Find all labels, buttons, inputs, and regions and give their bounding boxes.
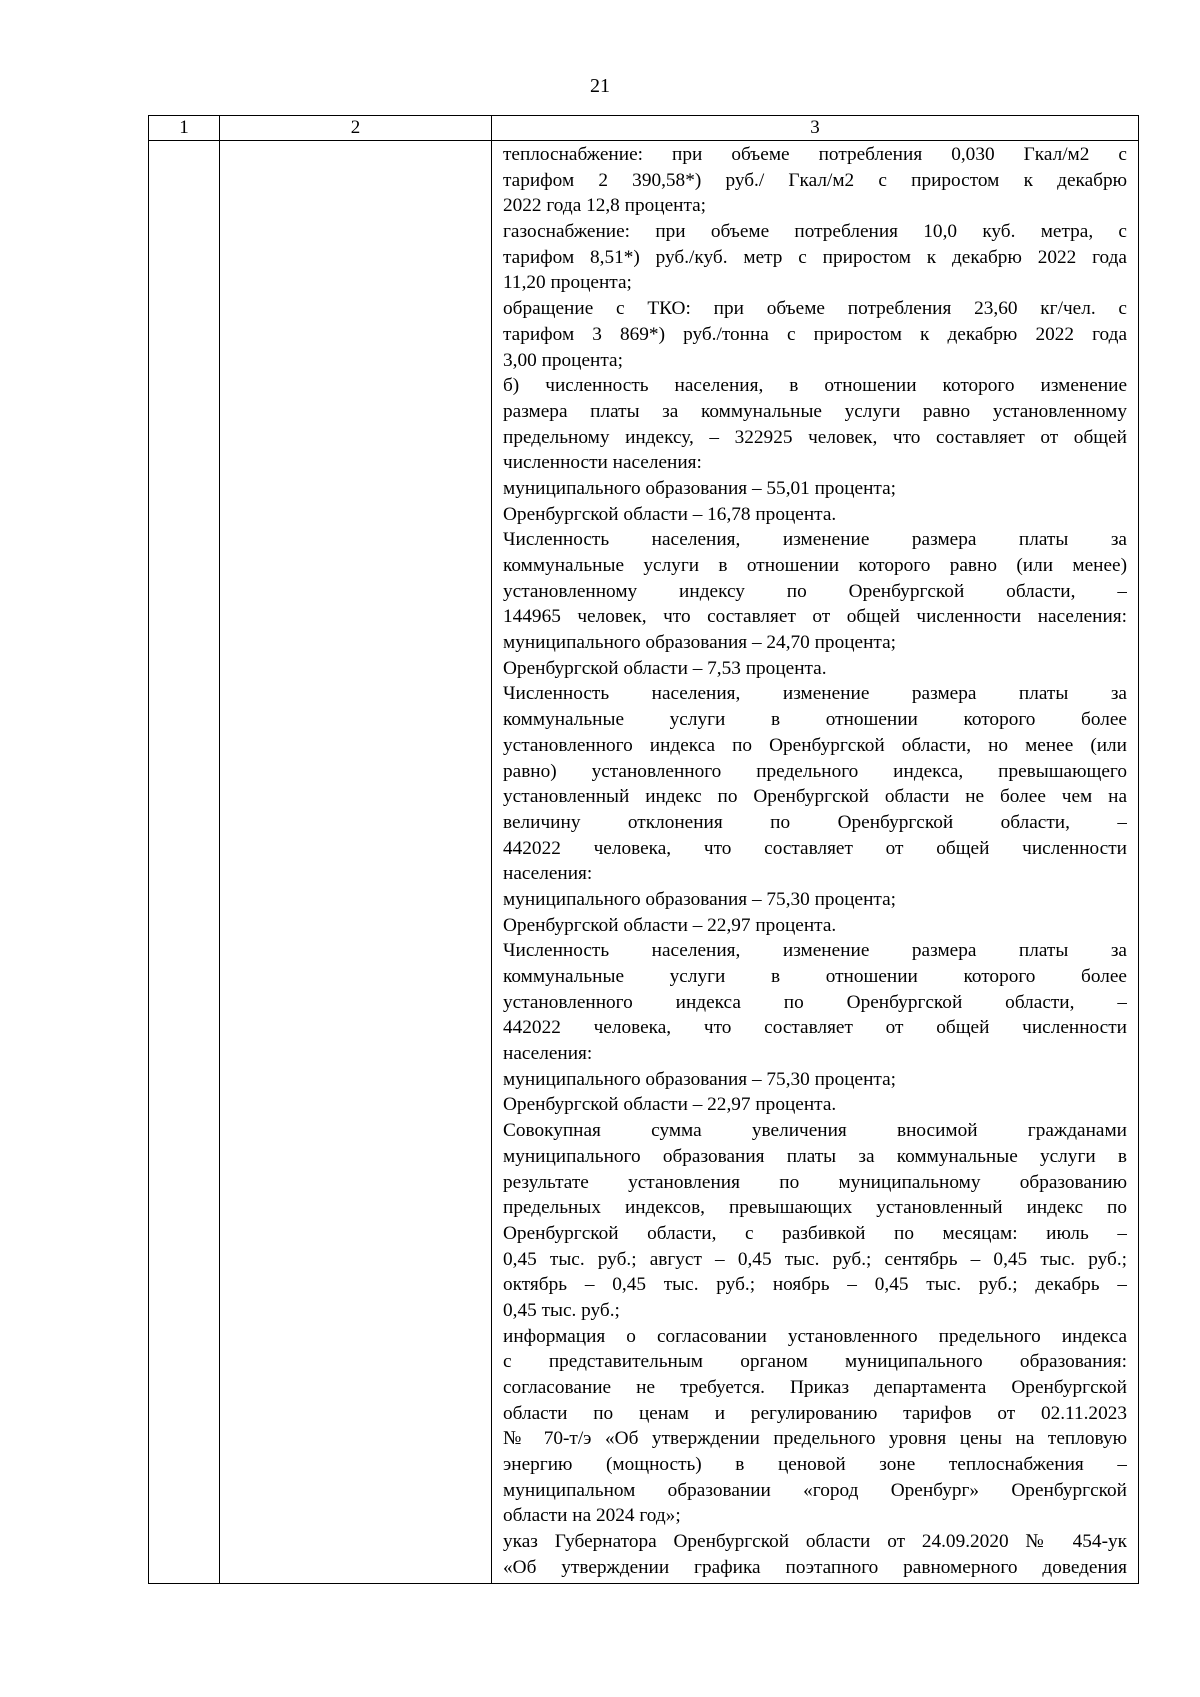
text-line: Оренбургской области – 7,53 процента. [503, 657, 827, 679]
text-line: октябрь – 0,45 тыс. руб.; ноябрь – 0,45 тыс. руб.; декабрь – [503, 1274, 1127, 1296]
table-header-row [149, 116, 1139, 141]
text-line: установленного индекса по Оренбургской области, но менее (или [503, 734, 1127, 756]
header-cell-2: 2 [220, 116, 492, 141]
text-line: 442022 человека, что составляет от общей численности [503, 837, 1127, 859]
text-line: теплоснабжение: при объеме потребления 0,030 Гкал/м2 с [503, 144, 1127, 165]
page-number: 21 [590, 75, 610, 97]
text-line: «Об утверждении графика поэтапного равномерного доведения [503, 1556, 1127, 1578]
text-line: 144965 человек, что составляет от общей численности населения: [503, 606, 1127, 628]
text-line: области на 2024 год»; [503, 1505, 681, 1527]
text-line: муниципального образования – 75,30 процента; [503, 1068, 896, 1090]
text-line: согласование не требуется. Приказ департамента Оренбургской [503, 1377, 1127, 1398]
text-line: Оренбургской области – 22,97 процента. [503, 914, 837, 936]
text-line: размера платы за коммунальные услуги равно установленному [503, 400, 1127, 422]
header-cell-1: 1 [149, 116, 220, 141]
text-line: Оренбургской области – 22,97 процента. [503, 1094, 837, 1116]
text-line: установленному индексу по Оренбургской области, – [503, 580, 1127, 602]
text-line: муниципального образования платы за коммунальные услуги в [503, 1145, 1127, 1167]
cell-col-2 [220, 141, 492, 1584]
header-cell-3: 3 [492, 116, 1139, 141]
text-line: Оренбургской области – 16,78 процента. [503, 503, 837, 525]
text-line: муниципального образования – 75,30 процента; [503, 888, 896, 910]
text-line: коммунальные услуги в отношении которого более [503, 966, 1127, 987]
text-line: равно) установленного предельного индекса, превышающего [503, 760, 1127, 782]
text-line: 3,00 процента; [503, 349, 623, 371]
text-line: муниципальном образовании «город Оренбург» Оренбургской [503, 1479, 1127, 1501]
text-line: области по ценам и регулированию тарифов от 02.11.2023 [503, 1402, 1127, 1424]
cell-col-1 [149, 141, 220, 1584]
text-line: муниципального образования – 55,01 процента; [503, 477, 896, 499]
text-line: Совокупная сумма увеличения вносимой гражданами [503, 1120, 1127, 1142]
text-line: с представительным органом муниципального образования: [503, 1351, 1127, 1373]
text-line: установленный индекс по Оренбургской области не более чем на [503, 786, 1127, 808]
text-line: информация о согласовании установленного предельного индекса [503, 1325, 1127, 1347]
text-line: тарифом 3 869*) руб./тонна с приростом к декабрю 2022 года [503, 323, 1127, 345]
text-line: муниципального образования – 24,70 процента; [503, 632, 896, 654]
text-line: б) численность населения, в отношении которого изменение [503, 375, 1127, 397]
text-line: тарифом 2 390,58*) руб./ Гкал/м2 с приростом к декабрю [503, 169, 1127, 191]
text-line: населения: [503, 1043, 593, 1065]
text-line: коммунальные услуги в отношении которого более [503, 709, 1127, 731]
text-line: 0,45 тыс. руб.; август – 0,45 тыс. руб.; сентябрь – 0,45 тыс. руб.; [503, 1248, 1127, 1270]
text-line: предельных индексов, превышающих установленный индекс по [503, 1197, 1127, 1219]
text-line: № 70-т/э «Об утверждении предельного уровня цены на тепловую [503, 1428, 1127, 1450]
text-line: Численность населения, изменение размера платы за [503, 940, 1127, 962]
cell-col-3-text [492, 141, 1139, 1584]
text-line: коммунальные услуги в отношении которого равно (или менее) [503, 555, 1127, 576]
text-line: указ Губернатора Оренбургской области от 24.09.2020 № 454-ук [503, 1531, 1127, 1553]
text-line: установленного индекса по Оренбургской области, – [503, 991, 1127, 1013]
text-line: численности населения: [503, 452, 702, 474]
text-line: предельному индексу, – 322925 человек, что составляет от общей [503, 426, 1127, 448]
text-line: Численность населения, изменение размера платы за [503, 529, 1127, 551]
text-line: 11,20 процента; [503, 272, 632, 294]
text-line: 0,45 тыс. руб.; [503, 1299, 620, 1321]
document-table [148, 115, 1139, 1584]
text-line: тарифом 8,51*) руб./куб. метр с приростом к декабрю 2022 года [503, 246, 1127, 268]
text-line: величину отклонения по Оренбургской области, – [503, 811, 1127, 833]
text-line: 442022 человека, что составляет от общей численности [503, 1017, 1127, 1039]
text-line: 2022 года 12,8 процента; [503, 195, 707, 217]
text-line: Численность населения, изменение размера платы за [503, 683, 1127, 705]
table-row [149, 141, 1139, 1584]
text-line: результате установления по муниципальному образованию [503, 1171, 1127, 1193]
text-line: энергию (мощность) в ценовой зоне теплоснабжения – [503, 1454, 1127, 1476]
text-line: газоснабжение: при объеме потребления 10,0 куб. метра, с [503, 221, 1127, 243]
text-line: обращение с ТКО: при объеме потребления 23,60 кг/чел. с [503, 298, 1127, 320]
text-line: Оренбургской области, с разбивкой по месяцам: июль – [503, 1222, 1127, 1244]
text-line: населения: [503, 863, 593, 885]
